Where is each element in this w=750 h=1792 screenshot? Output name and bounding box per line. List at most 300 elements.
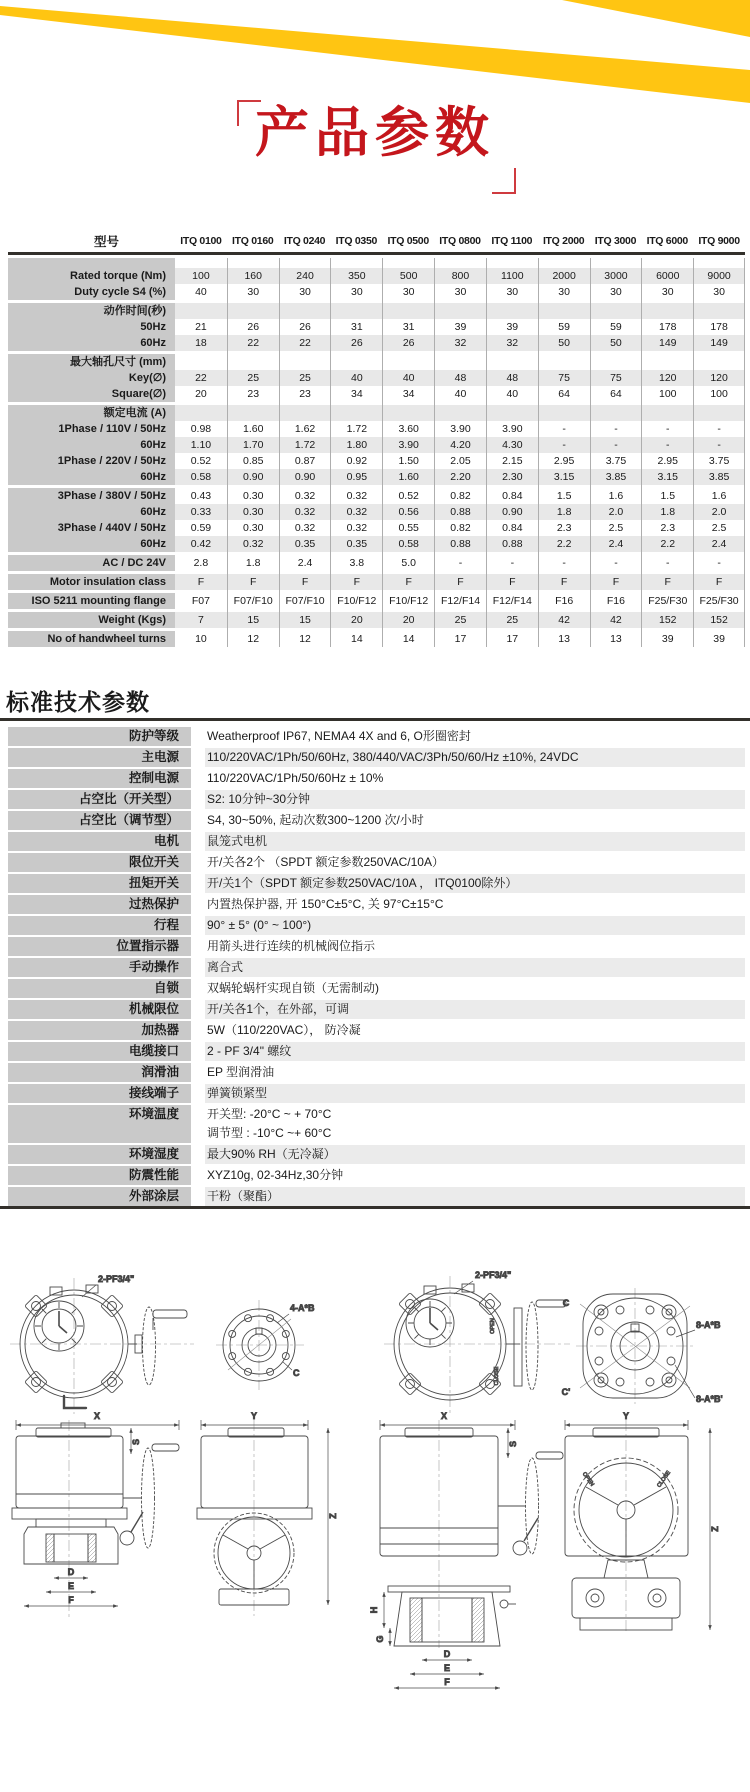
spec-value-cell <box>279 354 331 370</box>
spec-value-cell <box>175 303 227 319</box>
spec-value-cell: 0.32 <box>279 488 331 504</box>
spec-value-cell: 1.60 <box>382 469 434 485</box>
std-gap <box>191 1145 205 1164</box>
front-view-large <box>380 1420 563 1688</box>
model-name: ITQ 0100 <box>180 235 222 247</box>
spec-value-cell: - <box>693 437 745 453</box>
spec-value-cell: 3.15 <box>538 469 590 485</box>
spec-value-cell: 75 <box>538 370 590 386</box>
spec-value-cell: 0.35 <box>330 536 382 552</box>
spec-value-cell: F <box>227 574 279 590</box>
page-title: 产品参数 <box>255 103 495 163</box>
spec-value-cell: 0.30 <box>227 520 279 536</box>
std-row-value: 2 - PF 3/4" 螺纹 <box>205 1042 745 1061</box>
spec-table <box>8 230 745 647</box>
spec-value-cell: 0.84 <box>486 520 538 536</box>
spec-value-cell <box>382 354 434 370</box>
std-row <box>8 979 745 998</box>
std-row <box>8 790 745 809</box>
drawing-large-actuator <box>369 1270 723 1688</box>
spec-value-cell: 2000 <box>538 268 590 284</box>
std-row-label: 润滑油 <box>8 1063 191 1082</box>
spec-value-cell: 34 <box>382 386 434 402</box>
spec-section-row <box>8 405 745 421</box>
spec-data-row <box>8 319 745 335</box>
dim-label-x: X <box>93 1411 101 1421</box>
spec-value-cell: F10/F12 <box>382 593 434 609</box>
spec-value-cell: 23 <box>279 386 331 402</box>
spec-value-cell <box>538 258 590 268</box>
std-row-value: 110/220VAC/1Ph/50/60Hz, 380/440/VAC/3Ph/50/60/Hz ±10%, 24VDC <box>205 748 745 767</box>
spec-value-cell: 50 <box>590 335 642 351</box>
spec-value-cell: - <box>538 421 590 437</box>
spec-value-cell: F07/F10 <box>279 593 331 609</box>
spec-value-cell: F <box>538 574 590 590</box>
spec-label-cell: 动作时间(秒) <box>8 303 175 319</box>
std-row-value: 双蜗轮蜗杆实现自锁（无需制动) <box>207 981 379 995</box>
spec-value-cell: 2.5 <box>590 520 642 536</box>
std-gap <box>191 874 205 893</box>
open-marking: OPEN <box>490 1318 496 1334</box>
dim-label-s: S <box>508 1440 518 1448</box>
spec-value-cell: 2.20 <box>434 469 486 485</box>
spec-label-cell: Square(∅) <box>8 386 175 402</box>
std-row-label: 自锁 <box>8 979 191 998</box>
spec-value-cell <box>486 354 538 370</box>
std-row <box>8 1166 745 1185</box>
spec-label-cell: 60Hz <box>8 335 175 351</box>
spec-value-cell: 0.90 <box>227 469 279 485</box>
spec-value-cell: 3.85 <box>693 469 745 485</box>
dim-label-d: D <box>67 1567 75 1577</box>
spec-value-cell: 26 <box>279 319 331 335</box>
spec-value-cell: 1.8 <box>227 555 279 571</box>
spec-value-cell: 100 <box>693 386 745 402</box>
spec-value-cell: - <box>590 555 642 571</box>
spec-value-cell: 6000 <box>641 268 693 284</box>
spec-label-cell: 60Hz <box>8 504 175 520</box>
spec-value-cell: 0.95 <box>330 469 382 485</box>
std-row <box>8 1042 745 1061</box>
spec-value-cell: 160 <box>227 268 279 284</box>
spec-data-row <box>8 370 745 386</box>
spec-value-cell: 500 <box>382 268 434 284</box>
std-row-label: 占空比（开关型） <box>8 790 191 809</box>
spec-value-cell: 0.32 <box>330 488 382 504</box>
spec-value-cell: 2.0 <box>590 504 642 520</box>
spec-value-cell <box>227 354 279 370</box>
spec-value-cell: F10/F12 <box>330 593 382 609</box>
spec-value-cell: - <box>693 555 745 571</box>
spec-value-cell: 25 <box>279 370 331 386</box>
heading-rule <box>0 718 750 721</box>
model-name: ITQ 3000 <box>594 235 637 247</box>
std-row <box>8 874 745 893</box>
std-row-value: EP 型润滑油 <box>207 1065 275 1079</box>
spec-label-cell: Duty cycle S4 (%) <box>8 284 175 300</box>
spec-value-cell: 2.95 <box>641 453 693 469</box>
dim-label-f: F <box>68 1595 74 1605</box>
spec-value-cell: 32 <box>434 335 486 351</box>
std-gap <box>191 811 205 830</box>
spec-value-cell: 2.0 <box>693 504 745 520</box>
spec-label-cell: 最大轴孔尺寸 (mm) <box>8 354 175 370</box>
spec-value-cell: 64 <box>538 386 590 402</box>
spec-value-cell <box>382 405 434 421</box>
spec-table-header <box>8 230 745 252</box>
spec-label-cell: 3Phase / 380V / 50Hz <box>8 488 175 504</box>
spec-value-cell: - <box>590 437 642 453</box>
std-row-value: 内置热保护器, 开 150°C±5°C, 关 97°C±15°C <box>207 897 444 911</box>
dim-label-d: D <box>443 1649 451 1659</box>
spec-label-cell: 60Hz <box>8 469 175 485</box>
standard-params-heading: 标准技术参数 <box>6 689 150 715</box>
spec-value-cell: F25/F30 <box>641 593 693 609</box>
spec-value-cell: 59 <box>590 319 642 335</box>
spec-data-row <box>8 469 745 485</box>
spec-value-cell <box>434 303 486 319</box>
spec-value-cell: 39 <box>693 631 745 647</box>
spec-value-cell: 40 <box>195 286 207 298</box>
spec-value-cell: 34 <box>330 386 382 402</box>
spec-value-cell: 1.72 <box>279 437 331 453</box>
spec-value-cell: 30 <box>590 284 642 300</box>
spec-value-cell: 75 <box>590 370 642 386</box>
spec-value-cell <box>641 405 693 421</box>
spec-value-cell: F25/F30 <box>693 593 745 609</box>
spec-value-cell: 48 <box>434 370 486 386</box>
std-row-value: 5W（110/220VAC）， 防冷凝 <box>207 1023 361 1037</box>
spec-data-row <box>8 284 745 300</box>
spec-value-cell: 0.35 <box>279 536 331 552</box>
spec-label-cell: 60Hz <box>8 536 175 552</box>
wheel-open-marking: OPEN <box>580 1471 595 1488</box>
spec-data-row <box>8 335 745 351</box>
spec-value-cell: 0.88 <box>486 536 538 552</box>
std-row <box>8 958 745 977</box>
model-column-header: 型号 <box>93 235 119 249</box>
model-name: ITQ 1100 <box>491 235 533 247</box>
spec-value-cell: 15 <box>279 612 331 628</box>
std-row <box>8 1063 745 1082</box>
spec-value-cell: 2.8 <box>193 557 209 569</box>
flange-bolt-label: 4-A*B <box>290 1303 315 1313</box>
spec-value-cell: 0.88 <box>434 536 486 552</box>
dim-label-y: Y <box>622 1411 630 1421</box>
spec-value-cell: 2.05 <box>434 453 486 469</box>
flange-bolts2-label: 8-A*B' <box>696 1394 723 1404</box>
std-row-label: 接线端子 <box>8 1084 191 1103</box>
std-row <box>8 1021 745 1040</box>
spec-value-cell <box>641 258 693 268</box>
spec-value-cell: 0.32 <box>279 504 331 520</box>
std-row <box>8 1105 745 1143</box>
spec-value-cell: 0.30 <box>227 488 279 504</box>
spec-value-cell: 14 <box>330 631 382 647</box>
std-row <box>8 727 745 746</box>
spec-value-cell: 0.32 <box>330 504 382 520</box>
std-row-label: 环境温度 <box>8 1105 191 1143</box>
spec-value-cell: 3.90 <box>434 421 486 437</box>
dim-label-f: F <box>444 1677 450 1687</box>
std-row-value: Weatherproof IP67, NEMA4 4X and 6, O形圈密封 <box>207 729 471 743</box>
spec-label-cell: 60Hz <box>8 437 175 453</box>
spec-value-cell <box>641 303 693 319</box>
spec-value-cell: 26 <box>382 335 434 351</box>
spec-value-cell: 40 <box>330 370 382 386</box>
close-marking: CLOSE <box>494 1366 500 1386</box>
spec-value-cell: 0.98 <box>190 423 212 435</box>
spec-value-cell: - <box>486 555 538 571</box>
spec-value-cell: 3.90 <box>382 437 434 453</box>
std-gap <box>191 769 205 788</box>
std-row-label: 防护等级 <box>8 727 191 746</box>
spec-value-cell: 2.4 <box>590 536 642 552</box>
spec-value-cell <box>693 303 745 319</box>
spec-value-cell: 1.8 <box>538 504 590 520</box>
spec-value-cell: 0.88 <box>434 504 486 520</box>
std-row <box>8 1084 745 1103</box>
spec-value-cell: F12/F14 <box>434 593 486 609</box>
spec-value-cell: 31 <box>330 319 382 335</box>
spec-value-cell <box>330 405 382 421</box>
std-row-label: 防震性能 <box>8 1166 191 1185</box>
std-row-value: 弹簧锁紧型 <box>205 1084 745 1103</box>
spec-label-cell: ISO 5211 mounting flange <box>8 593 175 609</box>
std-row-label: 环境湿度 <box>8 1145 191 1164</box>
spec-label-cell: Weight (Kgs) <box>8 612 175 628</box>
spec-value-cell <box>227 405 279 421</box>
spec-value-cell <box>693 258 745 268</box>
spec-value-cell: F <box>693 574 745 590</box>
spec-value-cell: 178 <box>641 319 693 335</box>
spec-value-cell: F <box>641 574 693 590</box>
spec-label-cell: 额定电流 (A) <box>8 405 175 421</box>
spec-value-cell <box>175 405 227 421</box>
spec-value-cell: 10 <box>195 633 207 645</box>
std-row <box>8 937 745 956</box>
std-row <box>8 748 745 767</box>
dim-label-h: H <box>369 1606 379 1614</box>
spec-value-cell: 13 <box>538 631 590 647</box>
spec-value-cell: 0.87 <box>279 453 331 469</box>
spec-value-cell: F07/F10 <box>227 593 279 609</box>
spec-label-cell: 1Phase / 110V / 50Hz <box>8 421 175 437</box>
spec-value-cell: 3.90 <box>486 421 538 437</box>
std-row-value: 最大90% RH（无冷凝） <box>205 1145 745 1164</box>
spec-value-cell: 30 <box>330 284 382 300</box>
spec-value-cell: 3.75 <box>590 453 642 469</box>
spec-value-cell: 1.5 <box>641 488 693 504</box>
spec-value-cell: 2.3 <box>641 520 693 536</box>
std-gap <box>191 1021 205 1040</box>
handwheel-top-view <box>128 1307 187 1385</box>
spec-label-cell: No of handwheel turns <box>8 631 175 647</box>
spec-data-row <box>8 612 745 628</box>
spec-data-row <box>8 437 745 453</box>
std-row-label: 外部涂层 <box>8 1187 191 1206</box>
spec-value-cell: 1.70 <box>227 437 279 453</box>
std-gap <box>191 1187 205 1206</box>
spec-value-cell: 0.32 <box>330 520 382 536</box>
spec-value-cell: 59 <box>538 319 590 335</box>
spec-value-cell: 50 <box>538 335 590 351</box>
std-gap <box>191 748 205 767</box>
spec-data-row <box>8 268 745 284</box>
dim-label-z: Z <box>710 1526 720 1532</box>
spec-value-cell: 20 <box>382 612 434 628</box>
std-row-value: 离合式 <box>205 958 745 977</box>
title-bracket-bottom-right <box>492 168 516 194</box>
std-gap <box>191 1084 205 1103</box>
spec-value-cell: F <box>486 574 538 590</box>
spec-value-cell: 1.8 <box>641 504 693 520</box>
dim-label-e: E <box>443 1663 451 1673</box>
flange-c-label: C <box>293 1368 300 1378</box>
model-name: ITQ 0160 <box>232 235 274 247</box>
conduit-entry <box>50 1287 62 1295</box>
spec-value-cell: 0.58 <box>382 536 434 552</box>
dimension-drawings <box>0 1248 750 1718</box>
spec-value-cell: F <box>175 574 227 590</box>
std-row <box>8 916 745 935</box>
spec-value-cell: 0.59 <box>190 522 212 534</box>
std-row-label: 电缆接口 <box>8 1042 191 1061</box>
flange-c2-label: C' <box>561 1387 571 1397</box>
std-gap <box>191 937 205 956</box>
spec-value-cell: - <box>641 421 693 437</box>
spec-section-row <box>8 354 745 370</box>
dim-label-e: E <box>67 1581 75 1591</box>
spec-value-cell: 30 <box>227 284 279 300</box>
spec-value-cell <box>382 258 434 268</box>
spec-value-cell: 42 <box>538 612 590 628</box>
spec-value-cell <box>486 258 538 268</box>
spec-value-cell: 120 <box>693 370 745 386</box>
spec-value-cell: 1.10 <box>175 437 227 453</box>
spec-value-cell: 3.60 <box>382 421 434 437</box>
std-row-label: 主电源 <box>8 748 191 767</box>
spec-value-cell: 2.2 <box>538 536 590 552</box>
spec-value-cell <box>590 258 642 268</box>
model-name: ITQ 0350 <box>335 235 378 247</box>
spec-value-cell: 5.0 <box>382 555 434 571</box>
spec-value-cell: 17 <box>434 631 486 647</box>
spec-value-cell <box>330 303 382 319</box>
std-row <box>8 853 745 872</box>
spec-value-cell: 149 <box>641 335 693 351</box>
spec-label-cell: Key(∅) <box>8 370 175 386</box>
spec-value-cell <box>279 303 331 319</box>
spec-value-cell: 1.62 <box>279 421 331 437</box>
spec-value-cell: 0.84 <box>486 488 538 504</box>
std-row-label: 限位开关 <box>8 853 191 872</box>
std-row <box>8 811 745 830</box>
spec-value-cell <box>590 354 642 370</box>
spec-value-cell: 1100 <box>486 268 538 284</box>
spec-data-row <box>8 488 745 504</box>
spec-label-cell <box>8 258 175 268</box>
spec-value-cell: 40 <box>382 370 434 386</box>
spec-value-cell: 152 <box>641 612 693 628</box>
std-row <box>8 1187 745 1206</box>
conduit-label: 2-PF3/4" <box>475 1270 512 1280</box>
spec-value-cell: 14 <box>382 631 434 647</box>
spec-value-cell: 3.75 <box>693 453 745 469</box>
spec-label-cell: 1Phase / 220V / 50Hz <box>8 453 175 469</box>
wheel-close-marking: CLOSE <box>656 1470 672 1489</box>
spec-value-cell: 42 <box>590 612 642 628</box>
model-name: ITQ 9000 <box>698 235 740 247</box>
std-row-label: 扭矩开关 <box>8 874 191 893</box>
side-view-large <box>565 1420 710 1630</box>
spec-value-cell: 2.5 <box>693 520 745 536</box>
spec-value-cell: - <box>590 421 642 437</box>
spec-value-cell: 240 <box>279 268 331 284</box>
spec-value-cell: 0.32 <box>279 520 331 536</box>
spec-value-cell <box>175 258 227 268</box>
std-row-value: S2: 10分钟~30分钟 <box>205 790 745 809</box>
std-row-label: 电机 <box>8 832 191 851</box>
spec-label-cell: 3Phase / 440V / 50Hz <box>8 520 175 536</box>
dim-label-s: S <box>131 1438 141 1446</box>
spec-value-cell: 100 <box>175 268 227 284</box>
spec-value-cell <box>279 258 331 268</box>
spec-value-cell: 48 <box>486 370 538 386</box>
std-row-label: 加热器 <box>8 1021 191 1040</box>
spec-data-row <box>8 520 745 536</box>
spec-value-cell: 0.90 <box>486 504 538 520</box>
flange-bolts1-label: 8-A*B <box>696 1320 721 1330</box>
front-view-small <box>12 1420 179 1606</box>
std-gap <box>191 1042 205 1061</box>
model-name: ITQ 2000 <box>542 235 585 247</box>
spec-value-cell: 20 <box>195 388 207 400</box>
spec-data-row <box>8 555 745 571</box>
spec-data-row <box>8 453 745 469</box>
spec-value-cell: 100 <box>641 386 693 402</box>
std-row-value: 开/关各1个，在外部，可调 <box>205 1000 745 1019</box>
spec-value-cell <box>434 258 486 268</box>
std-row-label: 占空比（调节型） <box>8 811 191 830</box>
spec-value-cell: 30 <box>279 284 331 300</box>
std-row-value: 开/关各2个 （SPDT 额定参数250VAC/10A） <box>207 855 444 869</box>
spec-value-cell: 0.56 <box>382 504 434 520</box>
spec-value-cell: 1.6 <box>590 488 642 504</box>
std-gap <box>191 832 205 851</box>
spec-value-cell: 64 <box>590 386 642 402</box>
spec-value-cell <box>434 354 486 370</box>
spec-value-cell: F <box>382 574 434 590</box>
spec-value-cell: 3000 <box>590 268 642 284</box>
spec-value-cell: 7 <box>175 612 227 628</box>
spec-value-cell: 0.92 <box>330 453 382 469</box>
spec-value-cell <box>434 405 486 421</box>
spec-value-cell: 13 <box>590 631 642 647</box>
side-view-small <box>197 1420 328 1605</box>
spec-value-cell: 22 <box>227 335 279 351</box>
spec-value-cell: 40 <box>434 386 486 402</box>
spec-value-cell <box>693 354 745 370</box>
dim-label-g: G <box>375 1635 385 1643</box>
spec-table-body <box>8 258 745 647</box>
std-gap <box>191 1105 205 1143</box>
spec-data-row <box>8 631 745 647</box>
spec-value-cell <box>641 354 693 370</box>
std-gap <box>191 1166 205 1185</box>
spec-value-cell: 178 <box>693 319 745 335</box>
spec-value-cell: 0.90 <box>279 469 331 485</box>
